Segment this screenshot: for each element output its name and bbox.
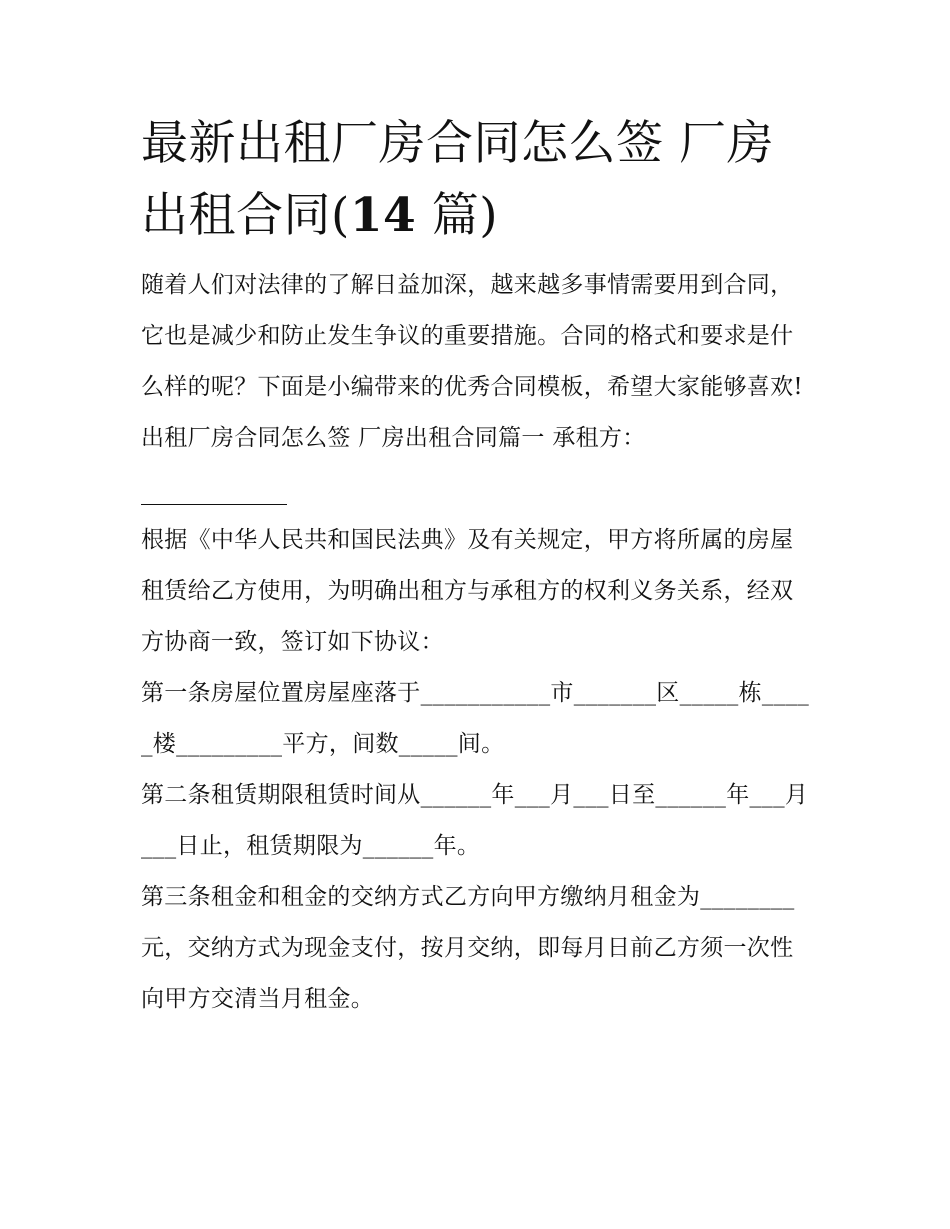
section-heading: 出租厂房合同怎么签 厂房出租合同篇一 承租方： bbox=[141, 425, 646, 451]
title-count: 14 bbox=[349, 188, 417, 243]
title-text: 最新出租厂房合同怎么签 厂房出租合同( bbox=[141, 116, 774, 243]
title-suffix: 篇) bbox=[416, 188, 499, 243]
document-title bbox=[141, 108, 813, 252]
intro-paragraph: 随着人们对法律的了解日益加深，越来越多事情需要用到合同，它也是减少和防止发生争议的重要措施。合同的格式和要求是什么样的呢？下面是小编带来的优秀合同模板，希望大家能够喜欢! bbox=[141, 272, 803, 400]
clause-1-location: 第一条房屋位置房屋座落于___________市_______区_____栋_____楼_________平方，间数_____间。 bbox=[141, 680, 810, 757]
clause-preamble: 根据《中华人民共和国民法典》及有关规定，甲方将所属的房屋租赁给乙方使用，为明确出租方与承租方的权利义务关系，经双方协商一致，签订如下协议： bbox=[141, 527, 794, 655]
blank-rule bbox=[141, 504, 287, 505]
clause-2-term: 第二条租赁期限租赁时间从______年___月___日至______年___月___日止，租赁期限为______年。 bbox=[141, 782, 809, 859]
document-page bbox=[141, 108, 813, 1025]
clause-3-rent: 第三条租金和租金的交纳方式乙方向甲方缴纳月租金为________元，交纳方式为现金支付，按月交纳，即每月日前乙方须一次性向甲方交清当月租金。 bbox=[141, 884, 795, 1012]
lessee-blank-line bbox=[141, 464, 813, 515]
